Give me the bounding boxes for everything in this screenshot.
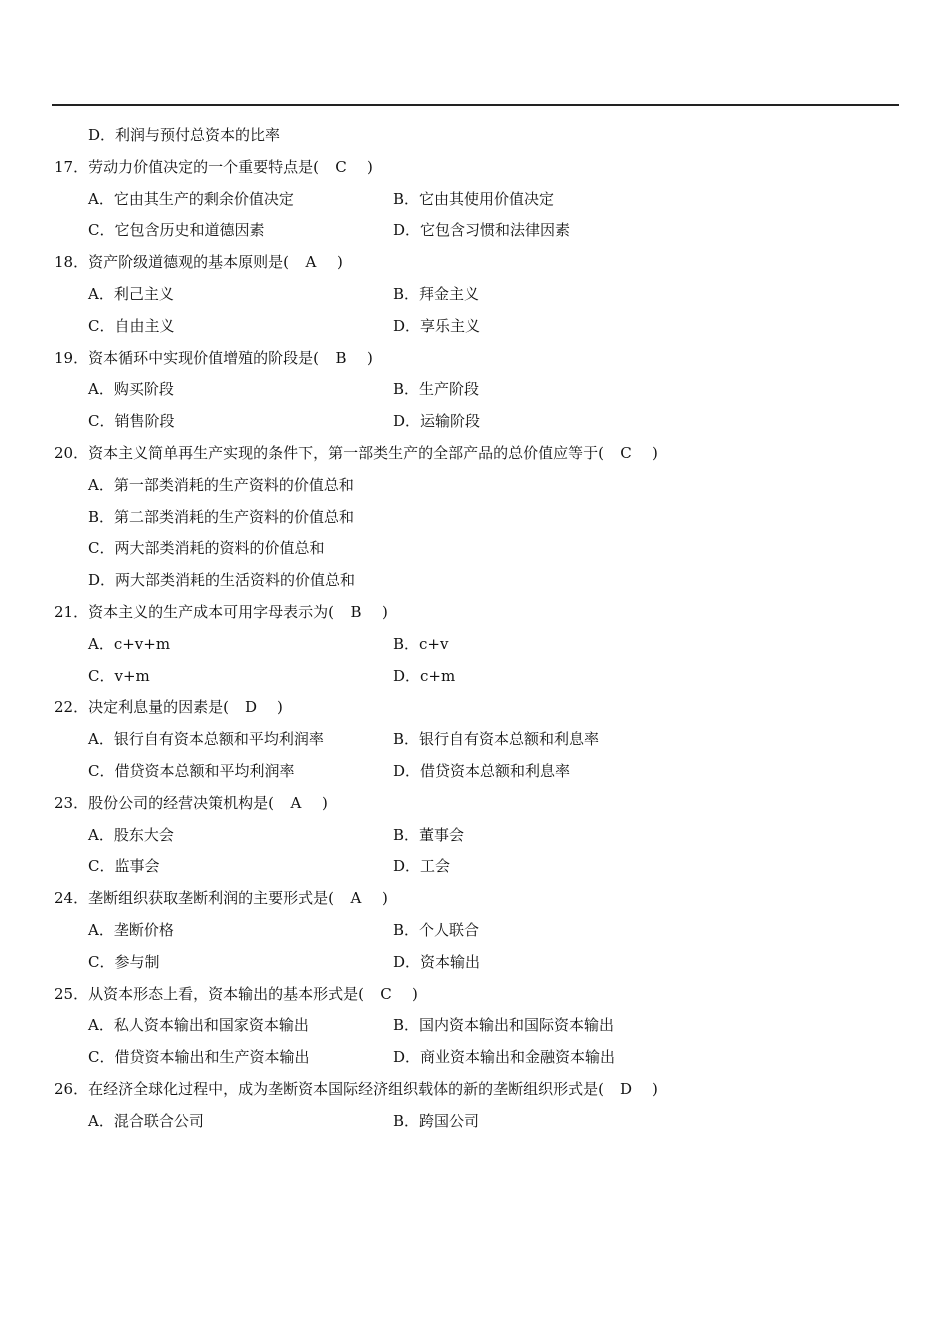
- question-number: 18．: [54, 253, 89, 272]
- option-line: [54, 629, 914, 661]
- close-paren: ): [336, 253, 343, 272]
- answer-letter: B: [335, 348, 347, 367]
- question-line: [54, 979, 914, 1011]
- option-text: A．c+v+m: [88, 634, 171, 653]
- question-number: 20．: [54, 443, 89, 462]
- option-text: D．商业资本输出和金融资本输出: [393, 1048, 616, 1067]
- question-line: [54, 788, 914, 820]
- question-line: [54, 343, 914, 375]
- answer-letter: B: [350, 602, 362, 621]
- answer-letter: C: [620, 443, 632, 462]
- question-number: 25．: [54, 984, 89, 1003]
- option-text: B．生产阶段: [393, 380, 480, 399]
- option-line: [54, 311, 914, 343]
- option-text: C．自由主义: [88, 316, 175, 335]
- answer-letter: C: [335, 157, 347, 176]
- option-text: D．c+m: [393, 666, 456, 685]
- answer-letter: A: [290, 793, 302, 812]
- question-text: 在经济全球化过程中，成为垄断资本国际经济组织载体的新的垄断组织形式是(: [88, 1079, 604, 1098]
- option-text: D．它包含习惯和法律因素: [393, 221, 571, 240]
- answer-letter: A: [350, 889, 362, 908]
- option-text: D．享乐主义: [393, 316, 481, 335]
- option-text: C．借贷资本输出和生产资本输出: [88, 1048, 310, 1067]
- option-text: D．两大部类消耗的生活资料的价值总和: [88, 571, 356, 590]
- question-number: 19．: [54, 348, 89, 367]
- option-text: C．v+m: [88, 666, 150, 685]
- question-text: 垄断组织获取垄断利润的主要形式是(: [88, 889, 334, 908]
- option-line: [54, 947, 914, 979]
- option-text: B．银行自有资本总额和利息率: [393, 730, 600, 749]
- question-text: 股份公司的经营决策机构是(: [88, 793, 274, 812]
- question-line: [54, 247, 914, 279]
- option-line: [54, 184, 914, 216]
- option-text: B．拜金主义: [393, 284, 480, 303]
- option-text: B．董事会: [393, 825, 465, 844]
- option-line: [54, 374, 914, 406]
- option-text: D．利润与预付总资本的比率: [88, 126, 281, 144]
- question-text: 资本循环中实现价值增殖的阶段是(: [88, 348, 319, 367]
- option-text: C．销售阶段: [88, 412, 175, 431]
- option-line: [54, 661, 914, 693]
- option-text: D．运输阶段: [393, 412, 481, 431]
- option-line: [54, 820, 914, 852]
- option-text: C．两大部类消耗的资料的价值总和: [88, 539, 325, 558]
- option-text: A．私人资本输出和国家资本输出: [88, 1016, 309, 1035]
- option-text: B．它由其使用价值决定: [393, 189, 555, 208]
- option-text: A．它由其生产的剩余价值决定: [88, 189, 294, 208]
- option-text: B．国内资本输出和国际资本输出: [393, 1016, 615, 1035]
- answer-letter: C: [380, 984, 392, 1003]
- question-line: [54, 597, 914, 629]
- question-text: 从资本形态上看，资本输出的基本形式是(: [88, 984, 364, 1003]
- answer-letter: D: [244, 698, 257, 717]
- option-text: D．借贷资本总额和利息率: [393, 761, 571, 780]
- option-text: A．股东大会: [88, 825, 174, 844]
- option-text: B．个人联合: [393, 920, 480, 939]
- option-line: [54, 565, 914, 597]
- option-line: [54, 406, 914, 438]
- question-text: 劳动力价值决定的一个重要特点是(: [88, 157, 319, 176]
- question-line: [54, 438, 914, 470]
- close-paren: ): [381, 889, 388, 908]
- option-line: [54, 1106, 914, 1138]
- option-text: C．参与制: [88, 952, 160, 971]
- close-paren: ): [366, 157, 373, 176]
- option-line: [54, 724, 914, 756]
- option-line: [54, 851, 914, 883]
- close-paren: ): [651, 1079, 658, 1098]
- question-text: 资产阶级道德观的基本原则是(: [88, 253, 289, 272]
- close-paren: ): [321, 793, 328, 812]
- question-number: 24．: [54, 889, 89, 908]
- question-line: [54, 883, 914, 915]
- question-line: [54, 152, 914, 184]
- option-text: A．购买阶段: [88, 380, 174, 399]
- question-number: 22．: [54, 698, 89, 717]
- close-paren: ): [276, 698, 283, 717]
- close-paren: ): [651, 443, 658, 462]
- option-line: [54, 756, 914, 788]
- option-line: [54, 215, 914, 247]
- option-text: A．银行自有资本总额和平均利润率: [88, 730, 324, 749]
- option-line: [54, 470, 914, 502]
- answer-letter: D: [619, 1079, 632, 1098]
- option-text: A．垄断价格: [88, 920, 174, 939]
- close-paren: ): [381, 602, 388, 621]
- option-text: B．跨国公司: [393, 1111, 480, 1130]
- option-text: C．监事会: [88, 857, 160, 876]
- question-text: 资本主义的生产成本可用字母表示为(: [88, 602, 334, 621]
- question-text: 决定利息量的因素是(: [88, 698, 229, 717]
- option-line: [54, 1010, 914, 1042]
- question-number: 26．: [54, 1079, 89, 1098]
- question-number: 17．: [54, 157, 89, 176]
- option-text: B．第二部类消耗的生产资料的价值总和: [88, 507, 355, 526]
- question-line: [54, 692, 914, 724]
- question-number: 23．: [54, 793, 89, 812]
- option-text: C．借贷资本总额和平均利润率: [88, 761, 295, 780]
- close-paren: ): [366, 348, 373, 367]
- option-line: [54, 502, 914, 534]
- header-rule: [52, 104, 899, 106]
- document-body: [54, 120, 914, 1138]
- close-paren: ): [411, 984, 418, 1003]
- option-line: [54, 533, 914, 565]
- question-line: [54, 1074, 914, 1106]
- option-text: D．工会: [393, 857, 451, 876]
- option-line: [54, 915, 914, 947]
- question-text: 资本主义简单再生产实现的条件下，第一部类生产的全部产品的总价值应等于(: [88, 443, 604, 462]
- option-line: [54, 120, 914, 152]
- option-text: A．利己主义: [88, 284, 174, 303]
- option-text: A．混合联合公司: [88, 1111, 204, 1130]
- option-text: D．资本输出: [393, 952, 481, 971]
- option-text: A．第一部类消耗的生产资料的价值总和: [88, 475, 354, 494]
- option-text: C．它包含历史和道德因素: [88, 221, 265, 240]
- question-number: 21．: [54, 602, 89, 621]
- option-line: [54, 279, 914, 311]
- option-text: B．c+v: [393, 634, 449, 653]
- answer-letter: A: [305, 253, 317, 272]
- option-line: [54, 1042, 914, 1074]
